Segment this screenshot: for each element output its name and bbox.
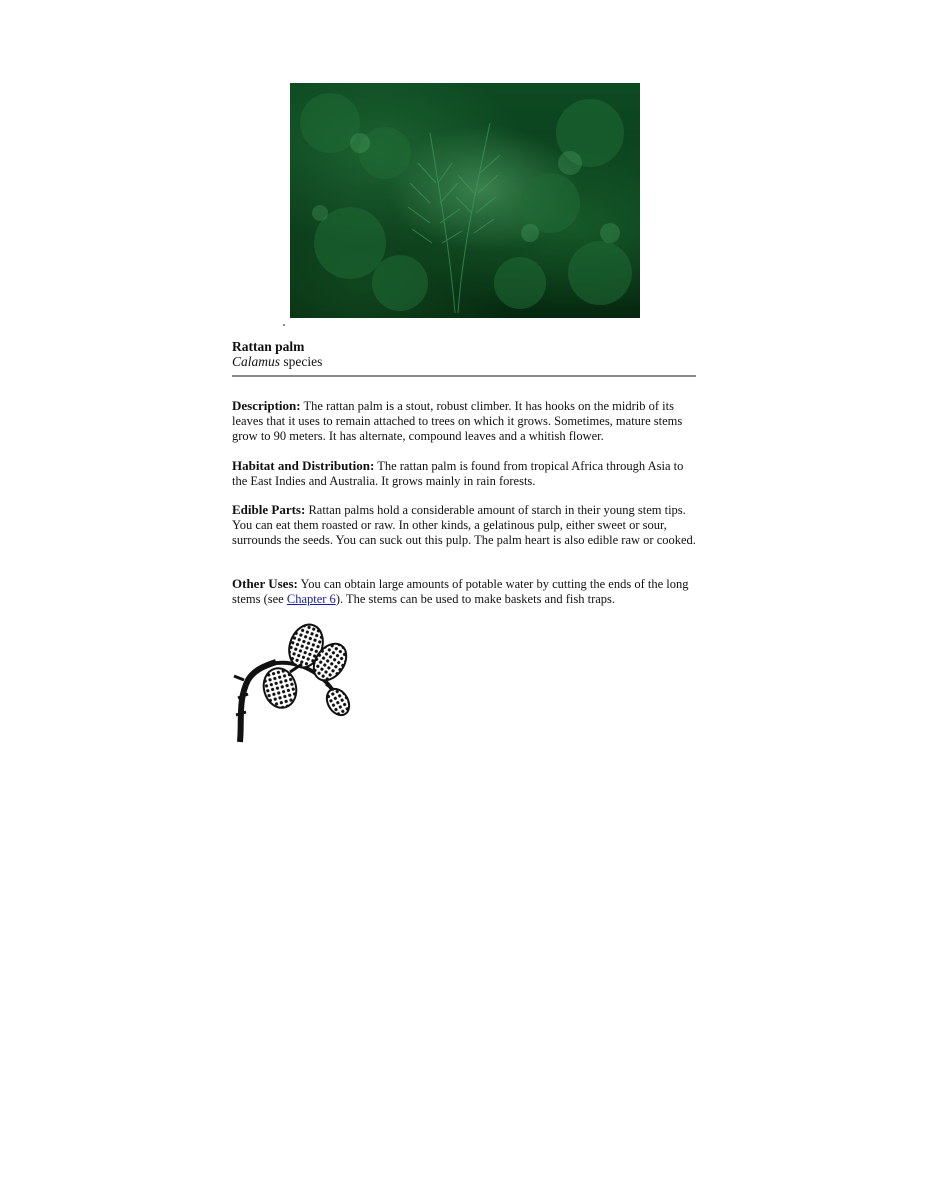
- plant-title: Rattan palm: [232, 339, 305, 354]
- habitat-text: The rattan palm is found from tropical Africa through Asia to the East Indies and Australia. It grows mainly in rain forests.: [232, 459, 684, 488]
- description-paragraph: [232, 398, 698, 444]
- edible-parts-label: Edible Parts:: [232, 502, 306, 517]
- rattan-palm-photo: [290, 83, 640, 318]
- section-divider: [232, 375, 696, 377]
- other-uses-text-after: ). The stems can be used to make baskets and fish traps.: [335, 592, 616, 606]
- description-label: Description:: [232, 398, 301, 413]
- other-uses-paragraph: [232, 576, 698, 607]
- plant-scientific-name: [232, 354, 322, 370]
- description-text: The rattan palm is a stout, robust climber. It has hooks on the midrib of its leaves that it uses to remain attached to trees on which it grows. Sometimes, mature stems grow to 90 meters. It has alternate, compound leaves and a whitish flower.: [232, 399, 683, 443]
- habitat-paragraph: [232, 458, 698, 489]
- edible-parts-paragraph: [232, 502, 698, 548]
- other-uses-text-before: You can obtain large amounts of potable water by cutting the ends of the long stems (see: [232, 577, 689, 606]
- foliage-illustration: [290, 83, 640, 318]
- species-suffix: species: [280, 354, 323, 369]
- genus-name: Calamus: [232, 354, 281, 369]
- rattan-fruit-illustration: [230, 620, 360, 745]
- edible-parts-text: Rattan palms hold a considerable amount of starch in their young stem tips. You can eat them roasted or raw. In other kinds, a gelatinous pulp, either sweet or sour, surrounds the seeds. You can suck out this pulp. The palm heart is also edible raw or cooked.: [232, 503, 696, 547]
- stray-mark: [283, 324, 285, 326]
- chapter-6-link[interactable]: Chapter 6: [286, 592, 336, 606]
- other-uses-label: Other Uses:: [232, 576, 298, 591]
- habitat-label: Habitat and Distribution:: [232, 458, 375, 473]
